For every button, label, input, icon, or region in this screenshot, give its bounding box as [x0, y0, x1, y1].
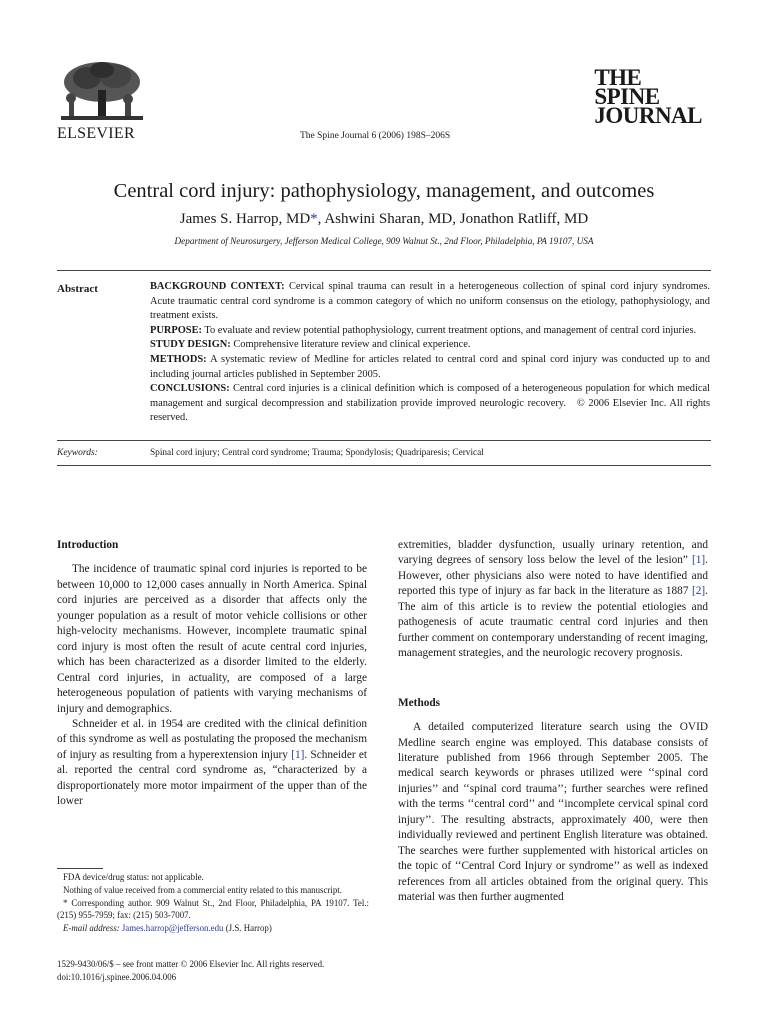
article-title: Central cord injury: pathophysiology, management, and outcomes [113, 180, 655, 202]
abstract-section-label: METHODS: [150, 353, 207, 365]
body-text: extremities, bladder dysfunction, usually urinary retention, and varying degrees of sensory loss below the level of the lesion” [398, 539, 708, 567]
body-text: . However, other physicians also were noted to have identified and reported this type of injury as far back in the literature as 1887 [398, 554, 708, 598]
footnote-fda: FDA device/drug status: not applicable. [63, 872, 204, 882]
citation-link[interactable]: [1] [291, 748, 305, 761]
elsevier-tree-logo-icon [57, 60, 147, 124]
section-heading-introduction: Introduction [57, 539, 119, 551]
abstract-conclusions [150, 382, 710, 426]
email-owner: (J.S. Harrop) [225, 923, 272, 934]
left-column [57, 538, 367, 810]
footnote-rule [57, 868, 103, 869]
abstract-section-text: Central cord injuries is a clinical definition which is composed of a heterogeneous population for which medical management and surgical decompression and stabilization provide improved neurologic recovery. [150, 383, 710, 409]
author-list [0, 211, 768, 228]
keywords-text: Spinal cord injury; Central cord syndrome; Trauma; Spondylosis; Quadriparesis; Cervical [150, 448, 484, 458]
body-paragraph: A detailed computerized literature search using the OVID Medline search engine was employed. This database consists of literature published from 1966 through September 2005. The medical search keywords or phrases utilized were ‘‘spinal cord injuries’’ and ‘‘spinal cord trauma’’; further searches were refined with the terms ‘‘central cord’’ and ‘‘incomplete cervical spinal cord injury’’. The resulting abstracts, approximately 400, were then individually reviewed and pertinent English literature was obtained. The searches were further supplemented with historical articles on the topic of ‘‘Central Cord Injury or syndrome’’ as well as indexed references from all articles obtained from the original query. This material was then further augmented [398, 721, 708, 904]
footnote-disclosure: Nothing of value received from a commercial entity related to this manuscript. [63, 884, 342, 895]
email-link[interactable]: James.harrop@jefferson.edu [121, 923, 224, 934]
body-paragraph: The incidence of traumatic spinal cord injuries is reported to be between 10,000 to 12,000 cases annually in North America. Spinal cord injuries are perceived as a disorder that affects only the younger population as a result of motor vehicle collisions or other high-velocity mechanisms. However, incomplete traumatic spinal cord injury is most often the result of acute central cord injuries, which has been characterized as a disorder limited to the elderly. Central cord injuries, in actuality, are composed of a large heterogeneous population of patients with varying mechanisms of injury and demographics. [57, 563, 367, 715]
body-text: . The aim of this article is to review the potential etiologies and pathogenesis of acute traumatic central cord injuries and then further comment on contemporary understanding of recent imaging, management strategies, and the neurologic recovery prognosis. [398, 585, 708, 660]
abstract-study-design [150, 338, 710, 353]
abstract-methods [150, 353, 710, 382]
body-paragraph [398, 538, 708, 662]
abstract-label: Abstract [57, 283, 98, 295]
journal-reference: The Spine Journal 6 (2006) 198S–206S [300, 131, 451, 141]
citation-link[interactable]: [1] [691, 554, 706, 567]
body-text: Schneider et al. in 1954 are credited with the clinical definition of this syndrome as well as postulating the proposed the mechanism of injury as resulting from a hyperextension injury [57, 717, 367, 761]
abstract-bottom-rule [57, 440, 711, 441]
journal-logo [594, 65, 702, 128]
abstract-section-text: Cervical spinal trauma can result in a heterogeneous collection of spinal cord injury syndromes. Acute traumatic central cord syndrome is a common category of which no uniform consensus on the etiology, pathophysiology, and treatment exists. [150, 281, 710, 322]
doi-line: doi:10.1016/j.spinee.2006.04.006 [57, 971, 177, 982]
abstract-copyright: © 2006 Elsevier Inc. All rights reserved. [150, 397, 710, 424]
author-name: , Ashwini Sharan, MD, Jonathon Ratliff, MD [317, 211, 589, 227]
journal-logo-line: SPINE [594, 84, 660, 109]
copyright-line: 1529-9430/06/$ – see front matter © 2006 Elsevier Inc. All rights reserved. [57, 959, 325, 969]
right-column [398, 538, 708, 906]
keywords-label: Keywords: [57, 448, 98, 458]
abstract-section-label: BACKGROUND CONTEXT: [150, 281, 285, 292]
body-text: . Schneider et al. reported the central cord syndrome as, “characterized by a disproportionately more motor impairment of the upper than of the lower [57, 748, 367, 808]
abstract-section-label: CONCLUSIONS: [150, 383, 230, 395]
corresponding-author-link[interactable]: * [310, 211, 318, 227]
footnote-email [57, 922, 369, 935]
abstract-section-text: Comprehensive literature review and clinical experience. [233, 339, 471, 351]
email-label: E-mail address: [63, 923, 120, 934]
abstract-background [150, 280, 710, 324]
footnotes [57, 871, 369, 935]
citation-link[interactable]: [2] [691, 585, 706, 598]
abstract-purpose [150, 324, 710, 339]
abstract-top-rule [57, 270, 711, 271]
journal-logo-line: THE [594, 65, 642, 90]
abstract-section-text: To evaluate and review potential pathophysiology, current treatment options, and management of central cord injuries. [204, 324, 697, 336]
abstract-section-label: STUDY DESIGN: [150, 339, 231, 351]
footnote-corresponding: * Corresponding author. 909 Walnut St., 2nd Floor, Philadelphia, PA 19107. Tel.: (215) 955-7959; fax: (215) 503-7007. [57, 897, 369, 921]
author-affiliation: Department of Neurosurgery, Jefferson Medical College, 909 Walnut St., 2nd Floor, Philadelphia, PA 19107, USA [174, 236, 594, 246]
abstract-section-label: PURPOSE: [150, 324, 202, 336]
body-paragraph [57, 717, 367, 810]
publisher-name: ELSEVIER [57, 125, 135, 142]
author-name: James S. Harrop, MD [179, 211, 311, 227]
copyright-block [57, 958, 324, 984]
abstract-body [150, 280, 710, 426]
section-heading-methods: Methods [398, 696, 441, 709]
keywords-bottom-rule [57, 465, 711, 466]
journal-logo-line: JOURNAL [594, 103, 702, 128]
abstract-section-text: A systematic review of Medline for articles related to central cord and spinal cord injury was conducted up to and including journal articles published in September 2005. [150, 353, 710, 380]
